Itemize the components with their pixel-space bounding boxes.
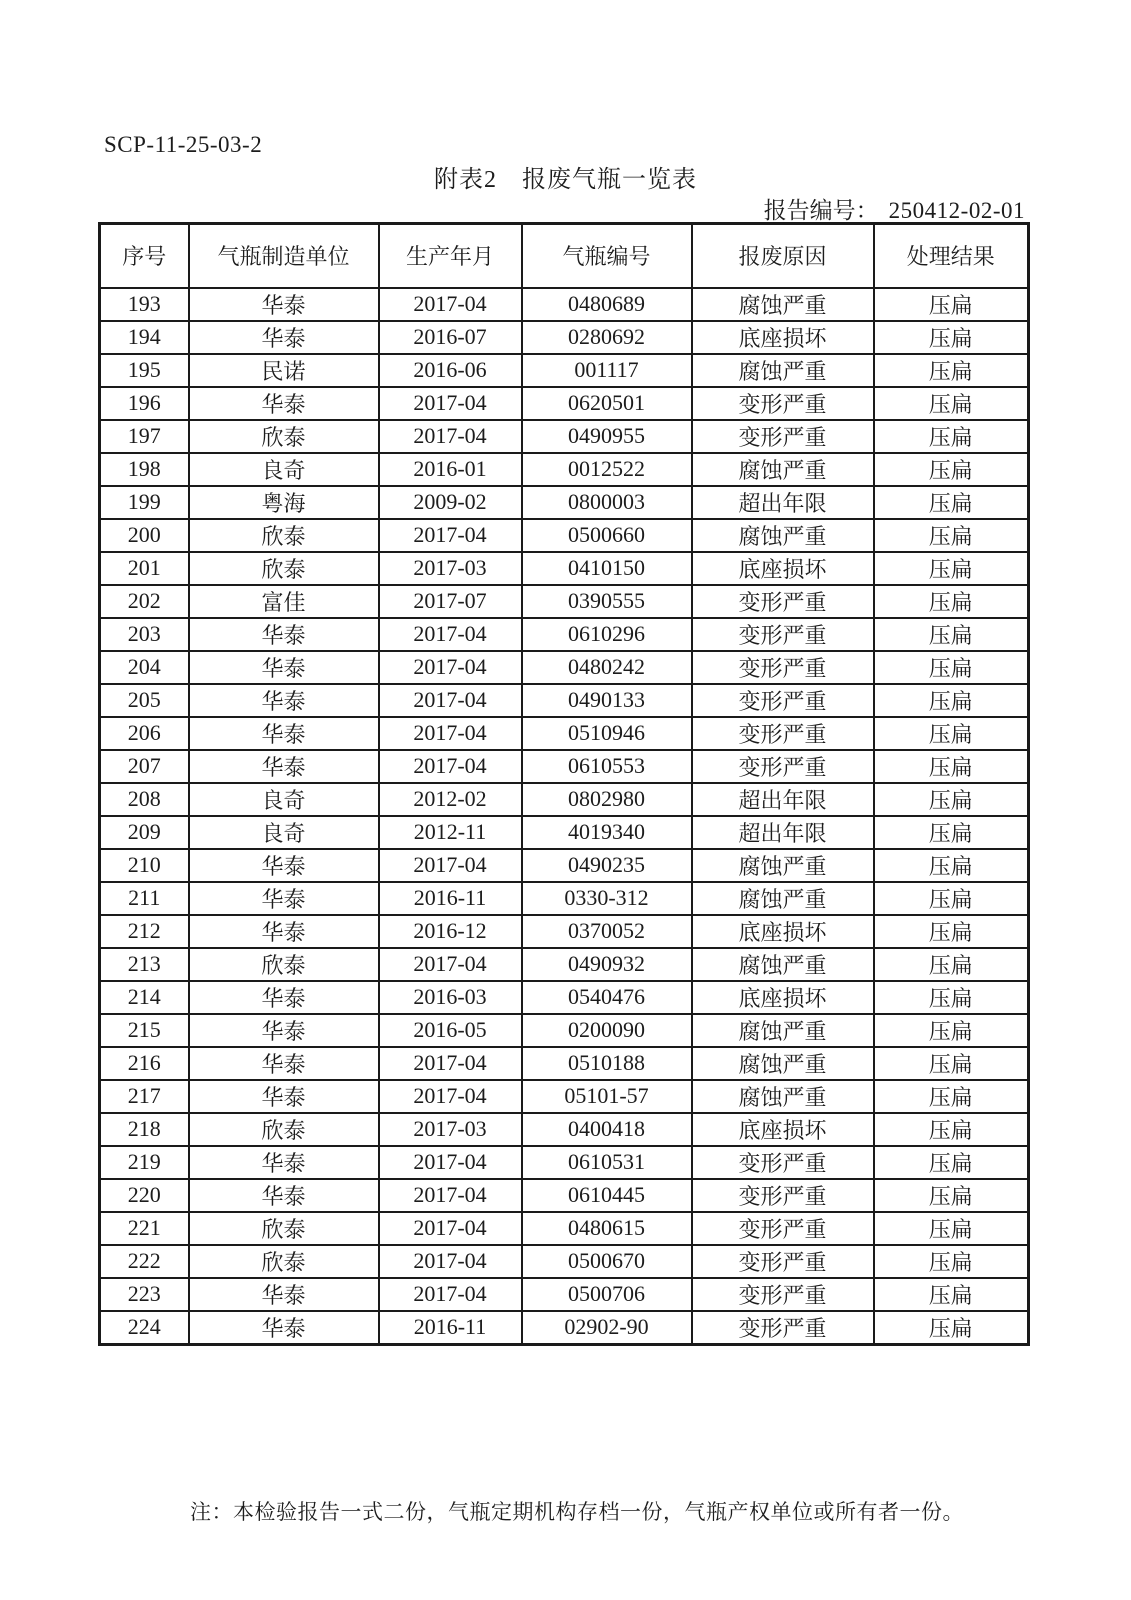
cell-scrap-reason: 底座损坏 [692, 981, 874, 1014]
cell-disposal-result: 压扁 [874, 585, 1029, 618]
cell-disposal-result: 压扁 [874, 849, 1029, 882]
cell-disposal-result: 压扁 [874, 1278, 1029, 1311]
cell-production-date: 2016-03 [379, 981, 522, 1014]
cell-scrap-reason: 腐蚀严重 [692, 882, 874, 915]
cell-manufacturer: 华泰 [189, 1047, 379, 1080]
cell-manufacturer: 良奇 [189, 453, 379, 486]
cell-seq: 205 [100, 684, 189, 717]
cell-cylinder-no: 0490955 [522, 420, 692, 453]
cell-disposal-result: 压扁 [874, 1245, 1029, 1278]
table-row [100, 750, 1029, 783]
cell-disposal-result: 压扁 [874, 354, 1029, 387]
table-row [100, 1080, 1029, 1113]
cell-seq: 219 [100, 1146, 189, 1179]
table-row [100, 552, 1029, 585]
cell-seq: 212 [100, 915, 189, 948]
table-row [100, 321, 1029, 354]
cell-seq: 207 [100, 750, 189, 783]
page-title: 附表2 报废气瓶一览表 [434, 167, 697, 193]
column-header-seq: 序号 [100, 224, 189, 288]
cell-cylinder-no: 0540476 [522, 981, 692, 1014]
cell-production-date: 2017-04 [379, 684, 522, 717]
cell-cylinder-no: 0390555 [522, 585, 692, 618]
cell-cylinder-no: 0620501 [522, 387, 692, 420]
cell-disposal-result: 压扁 [874, 882, 1029, 915]
cell-manufacturer: 华泰 [189, 651, 379, 684]
cell-seq: 196 [100, 387, 189, 420]
table-row [100, 981, 1029, 1014]
cell-production-date: 2017-04 [379, 1212, 522, 1245]
cell-production-date: 2017-03 [379, 1113, 522, 1146]
cell-manufacturer: 华泰 [189, 849, 379, 882]
cell-seq: 217 [100, 1080, 189, 1113]
cell-seq: 203 [100, 618, 189, 651]
cell-disposal-result: 压扁 [874, 981, 1029, 1014]
cell-scrap-reason: 变形严重 [692, 651, 874, 684]
cell-seq: 202 [100, 585, 189, 618]
cell-scrap-reason: 超出年限 [692, 486, 874, 519]
cell-scrap-reason: 变形严重 [692, 1179, 874, 1212]
cell-seq: 215 [100, 1014, 189, 1047]
cell-cylinder-no: 0510946 [522, 717, 692, 750]
cell-disposal-result: 压扁 [874, 387, 1029, 420]
table-row [100, 1212, 1029, 1245]
cell-cylinder-no: 0370052 [522, 915, 692, 948]
cell-seq: 213 [100, 948, 189, 981]
table-row [100, 1245, 1029, 1278]
cell-manufacturer: 华泰 [189, 1146, 379, 1179]
cell-cylinder-no: 0802980 [522, 783, 692, 816]
table-row [100, 651, 1029, 684]
cell-scrap-reason: 变形严重 [692, 1311, 874, 1345]
cell-cylinder-no: 0510188 [522, 1047, 692, 1080]
table-row [100, 1278, 1029, 1311]
cell-production-date: 2017-03 [379, 552, 522, 585]
cell-production-date: 2016-11 [379, 882, 522, 915]
cell-seq: 220 [100, 1179, 189, 1212]
column-header-disposal-result: 处理结果 [874, 224, 1029, 288]
cell-production-date: 2017-04 [379, 618, 522, 651]
cell-cylinder-no: 0012522 [522, 453, 692, 486]
cell-scrap-reason: 变形严重 [692, 618, 874, 651]
cell-seq: 195 [100, 354, 189, 387]
table-row [100, 354, 1029, 387]
cell-disposal-result: 压扁 [874, 1179, 1029, 1212]
cell-seq: 201 [100, 552, 189, 585]
table-row [100, 618, 1029, 651]
cell-cylinder-no: 0610531 [522, 1146, 692, 1179]
cell-disposal-result: 压扁 [874, 1113, 1029, 1146]
cell-cylinder-no: 02902-90 [522, 1311, 692, 1345]
cell-production-date: 2012-11 [379, 816, 522, 849]
cell-manufacturer: 华泰 [189, 1179, 379, 1212]
doc-code: SCP-11-25-03-2 [104, 132, 263, 157]
cell-cylinder-no: 05101-57 [522, 1080, 692, 1113]
cell-scrap-reason: 腐蚀严重 [692, 1014, 874, 1047]
cell-scrap-reason: 变形严重 [692, 1278, 874, 1311]
cell-disposal-result: 压扁 [874, 651, 1029, 684]
cell-production-date: 2017-04 [379, 1047, 522, 1080]
cell-seq: 194 [100, 321, 189, 354]
table-row [100, 486, 1029, 519]
cell-scrap-reason: 腐蚀严重 [692, 948, 874, 981]
cell-cylinder-no: 0200090 [522, 1014, 692, 1047]
cell-scrap-reason: 变形严重 [692, 1146, 874, 1179]
table-header [100, 224, 1029, 288]
cell-scrap-reason: 底座损坏 [692, 1113, 874, 1146]
table-row [100, 816, 1029, 849]
cell-seq: 206 [100, 717, 189, 750]
cell-disposal-result: 压扁 [874, 552, 1029, 585]
cell-cylinder-no: 0610445 [522, 1179, 692, 1212]
cell-cylinder-no: 0330-312 [522, 882, 692, 915]
table-row [100, 519, 1029, 552]
cell-production-date: 2017-04 [379, 1179, 522, 1212]
cell-manufacturer: 欣泰 [189, 1212, 379, 1245]
cell-seq: 204 [100, 651, 189, 684]
cell-manufacturer: 良奇 [189, 783, 379, 816]
cell-production-date: 2017-04 [379, 948, 522, 981]
cell-disposal-result: 压扁 [874, 1080, 1029, 1113]
cell-disposal-result: 压扁 [874, 915, 1029, 948]
table-row [100, 948, 1029, 981]
cell-seq: 197 [100, 420, 189, 453]
cell-scrap-reason: 变形严重 [692, 1245, 874, 1278]
cell-production-date: 2017-04 [379, 750, 522, 783]
cell-disposal-result: 压扁 [874, 717, 1029, 750]
table-row [100, 882, 1029, 915]
cell-scrap-reason: 腐蚀严重 [692, 849, 874, 882]
cell-production-date: 2016-06 [379, 354, 522, 387]
cell-manufacturer: 欣泰 [189, 420, 379, 453]
cell-seq: 224 [100, 1311, 189, 1345]
cell-production-date: 2017-04 [379, 1245, 522, 1278]
cell-production-date: 2016-01 [379, 453, 522, 486]
cell-manufacturer: 华泰 [189, 321, 379, 354]
report-number-value: 250412-02-01 [888, 198, 1025, 223]
cell-production-date: 2016-05 [379, 1014, 522, 1047]
cell-manufacturer: 华泰 [189, 882, 379, 915]
cell-production-date: 2017-04 [379, 1080, 522, 1113]
cell-disposal-result: 压扁 [874, 816, 1029, 849]
cell-seq: 218 [100, 1113, 189, 1146]
cell-seq: 199 [100, 486, 189, 519]
cell-manufacturer: 华泰 [189, 618, 379, 651]
table-row [100, 387, 1029, 420]
cell-disposal-result: 压扁 [874, 453, 1029, 486]
cell-seq: 210 [100, 849, 189, 882]
cell-manufacturer: 欣泰 [189, 1245, 379, 1278]
cell-cylinder-no: 0400418 [522, 1113, 692, 1146]
cell-seq: 198 [100, 453, 189, 486]
cell-disposal-result: 压扁 [874, 321, 1029, 354]
cell-seq: 208 [100, 783, 189, 816]
cell-scrap-reason: 变形严重 [692, 717, 874, 750]
cell-manufacturer: 华泰 [189, 981, 379, 1014]
cell-manufacturer: 华泰 [189, 717, 379, 750]
cell-seq: 216 [100, 1047, 189, 1080]
cell-scrap-reason: 腐蚀严重 [692, 1047, 874, 1080]
cell-scrap-reason: 腐蚀严重 [692, 453, 874, 486]
cell-seq: 193 [100, 288, 189, 321]
table-row [100, 849, 1029, 882]
cell-scrap-reason: 腐蚀严重 [692, 519, 874, 552]
cell-scrap-reason: 变形严重 [692, 387, 874, 420]
cell-production-date: 2017-04 [379, 519, 522, 552]
table-body [100, 288, 1029, 1345]
cell-scrap-reason: 腐蚀严重 [692, 288, 874, 321]
cell-manufacturer: 华泰 [189, 684, 379, 717]
cell-disposal-result: 压扁 [874, 1212, 1029, 1245]
table-header-row [100, 224, 1029, 288]
cell-disposal-result: 压扁 [874, 1311, 1029, 1345]
cell-manufacturer: 华泰 [189, 1080, 379, 1113]
cell-scrap-reason: 超出年限 [692, 816, 874, 849]
cell-scrap-reason: 变形严重 [692, 684, 874, 717]
cell-seq: 214 [100, 981, 189, 1014]
cell-cylinder-no: 0480242 [522, 651, 692, 684]
cell-manufacturer: 华泰 [189, 915, 379, 948]
cell-cylinder-no: 4019340 [522, 816, 692, 849]
cell-scrap-reason: 底座损坏 [692, 552, 874, 585]
cell-manufacturer: 华泰 [189, 288, 379, 321]
cell-production-date: 2009-02 [379, 486, 522, 519]
scrapped-cylinders-table [98, 222, 1030, 1346]
cell-production-date: 2016-11 [379, 1311, 522, 1345]
cell-cylinder-no: 0490932 [522, 948, 692, 981]
cell-manufacturer: 华泰 [189, 387, 379, 420]
cell-cylinder-no: 0800003 [522, 486, 692, 519]
cell-production-date: 2017-04 [379, 1146, 522, 1179]
table-row [100, 1179, 1029, 1212]
cell-production-date: 2017-04 [379, 849, 522, 882]
cell-disposal-result: 压扁 [874, 519, 1029, 552]
column-header-production-date: 生产年月 [379, 224, 522, 288]
table-row [100, 420, 1029, 453]
cell-production-date: 2017-07 [379, 585, 522, 618]
cell-manufacturer: 富佳 [189, 585, 379, 618]
cell-scrap-reason: 腐蚀严重 [692, 354, 874, 387]
cell-seq: 200 [100, 519, 189, 552]
cell-production-date: 2017-04 [379, 288, 522, 321]
cell-manufacturer: 欣泰 [189, 552, 379, 585]
cell-cylinder-no: 0500706 [522, 1278, 692, 1311]
cell-manufacturer: 良奇 [189, 816, 379, 849]
cell-scrap-reason: 变形严重 [692, 585, 874, 618]
cell-scrap-reason: 底座损坏 [692, 321, 874, 354]
cell-production-date: 2017-04 [379, 420, 522, 453]
cell-cylinder-no: 0500670 [522, 1245, 692, 1278]
cell-cylinder-no: 0610553 [522, 750, 692, 783]
table-row [100, 1047, 1029, 1080]
cell-seq: 211 [100, 882, 189, 915]
cell-cylinder-no: 0490133 [522, 684, 692, 717]
cell-scrap-reason: 变形严重 [692, 420, 874, 453]
cell-manufacturer: 华泰 [189, 750, 379, 783]
cell-disposal-result: 压扁 [874, 288, 1029, 321]
cell-disposal-result: 压扁 [874, 1146, 1029, 1179]
cell-seq: 209 [100, 816, 189, 849]
cell-production-date: 2016-12 [379, 915, 522, 948]
cell-manufacturer: 民诺 [189, 354, 379, 387]
cell-production-date: 2016-07 [379, 321, 522, 354]
table-row [100, 1311, 1029, 1345]
cell-manufacturer: 欣泰 [189, 948, 379, 981]
cell-seq: 222 [100, 1245, 189, 1278]
cell-disposal-result: 压扁 [874, 1014, 1029, 1047]
cell-scrap-reason: 超出年限 [692, 783, 874, 816]
cell-disposal-result: 压扁 [874, 618, 1029, 651]
table-row [100, 453, 1029, 486]
cell-production-date: 2012-02 [379, 783, 522, 816]
cell-scrap-reason: 变形严重 [692, 1212, 874, 1245]
column-header-scrap-reason: 报废原因 [692, 224, 874, 288]
table-row [100, 1113, 1029, 1146]
cell-disposal-result: 压扁 [874, 684, 1029, 717]
table-row [100, 288, 1029, 321]
cell-cylinder-no: 001117 [522, 354, 692, 387]
table-row [100, 915, 1029, 948]
cell-cylinder-no: 0410150 [522, 552, 692, 585]
cell-seq: 221 [100, 1212, 189, 1245]
cell-manufacturer: 欣泰 [189, 1113, 379, 1146]
footer-note: 注：本检验报告一式二份，气瓶定期机构存档一份，气瓶产权单位或所有者一份。 [190, 1500, 964, 1524]
table-row [100, 585, 1029, 618]
cell-manufacturer: 粤海 [189, 486, 379, 519]
column-header-manufacturer: 气瓶制造单位 [189, 224, 379, 288]
cell-production-date: 2017-04 [379, 651, 522, 684]
cell-production-date: 2017-04 [379, 717, 522, 750]
cell-cylinder-no: 0610296 [522, 618, 692, 651]
cell-seq: 223 [100, 1278, 189, 1311]
table-row [100, 1146, 1029, 1179]
column-header-cylinder-no: 气瓶编号 [522, 224, 692, 288]
cell-cylinder-no: 0480689 [522, 288, 692, 321]
cell-cylinder-no: 0500660 [522, 519, 692, 552]
cell-disposal-result: 压扁 [874, 783, 1029, 816]
table-row [100, 684, 1029, 717]
cell-production-date: 2017-04 [379, 1278, 522, 1311]
cell-disposal-result: 压扁 [874, 1047, 1029, 1080]
report-number-label: 报告编号： [763, 198, 879, 223]
cell-production-date: 2017-04 [379, 387, 522, 420]
table-row [100, 1014, 1029, 1047]
cell-manufacturer: 华泰 [189, 1278, 379, 1311]
cell-disposal-result: 压扁 [874, 420, 1029, 453]
cell-manufacturer: 欣泰 [189, 519, 379, 552]
table-row [100, 717, 1029, 750]
cell-disposal-result: 压扁 [874, 948, 1029, 981]
cell-manufacturer: 华泰 [189, 1311, 379, 1345]
cell-cylinder-no: 0480615 [522, 1212, 692, 1245]
table-row [100, 783, 1029, 816]
cell-scrap-reason: 腐蚀严重 [692, 1080, 874, 1113]
cell-scrap-reason: 底座损坏 [692, 915, 874, 948]
cell-cylinder-no: 0280692 [522, 321, 692, 354]
cell-manufacturer: 华泰 [189, 1014, 379, 1047]
cell-disposal-result: 压扁 [874, 486, 1029, 519]
cell-cylinder-no: 0490235 [522, 849, 692, 882]
cell-disposal-result: 压扁 [874, 750, 1029, 783]
cell-scrap-reason: 变形严重 [692, 750, 874, 783]
report-number-line [764, 192, 1025, 225]
